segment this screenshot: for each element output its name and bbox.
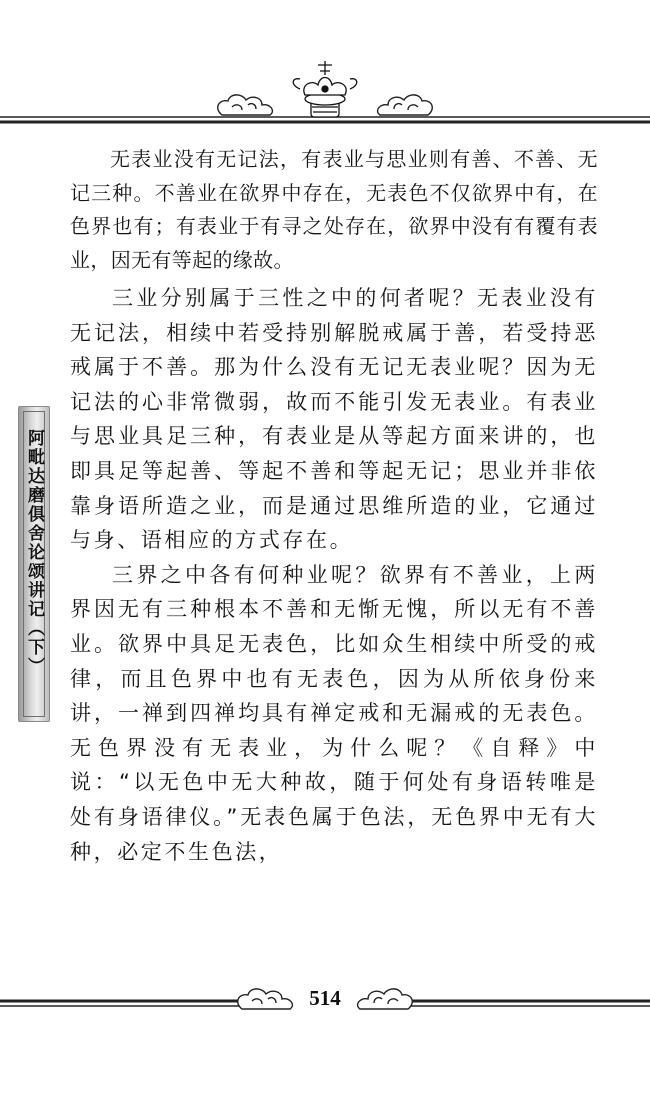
page-number: 514 (309, 986, 341, 1010)
page-body (70, 143, 598, 869)
paragraph-1: 无表业没有无记法，有表业与思业则有善、不善、无记三种。不善业在欲界中存在，无表色不仅欲界中有，在色界也有；有表业于有寻之处存在，欲界中没有有覆有表业，因无有等起的缘故。 (70, 147, 598, 272)
header-rule (0, 117, 650, 122)
lotus-vase-icon (293, 61, 357, 117)
book-title: 阿毗达磨俱舍论颂讲记（下） (24, 429, 44, 676)
side-tab (18, 406, 50, 722)
header-ornament (0, 55, 650, 135)
paragraph-2: 三业分别属于三性之中的何者呢？无表业没有无记法，相续中若受持别解脱戒属于善，若受持恶戒属于不善。那为什么没有无记无表业呢？因为无记法的心非常微弱，故而不能引发无表业。有表业与思业具足三种，有表业是从等起方面来讲的，也即具足等起善、等起不善和等起无记；思业并非依靠身语所造之业，而是通过思维所造的业，它通过与身、语相应的方式存在。 (70, 286, 598, 553)
paragraph-3: 三界之中各有何种业呢？欲界有不善业，上两界因无有三种根本不善和无惭无愧，所以无有不善业。欲界中具足无表色，比如众生相续中所受的戒律，而且色界中也有无表色，因为从所依身份来讲，一禅到四禅均具有禅定戒和无漏戒的无表色。无色界没有无表业，为什么呢？《自释》中说：“以无色中无大种故，随于何处有身语转唯是处有身语律仪。”无表色属于色法，无色界中无有大种，必定不生色法， (70, 562, 598, 864)
